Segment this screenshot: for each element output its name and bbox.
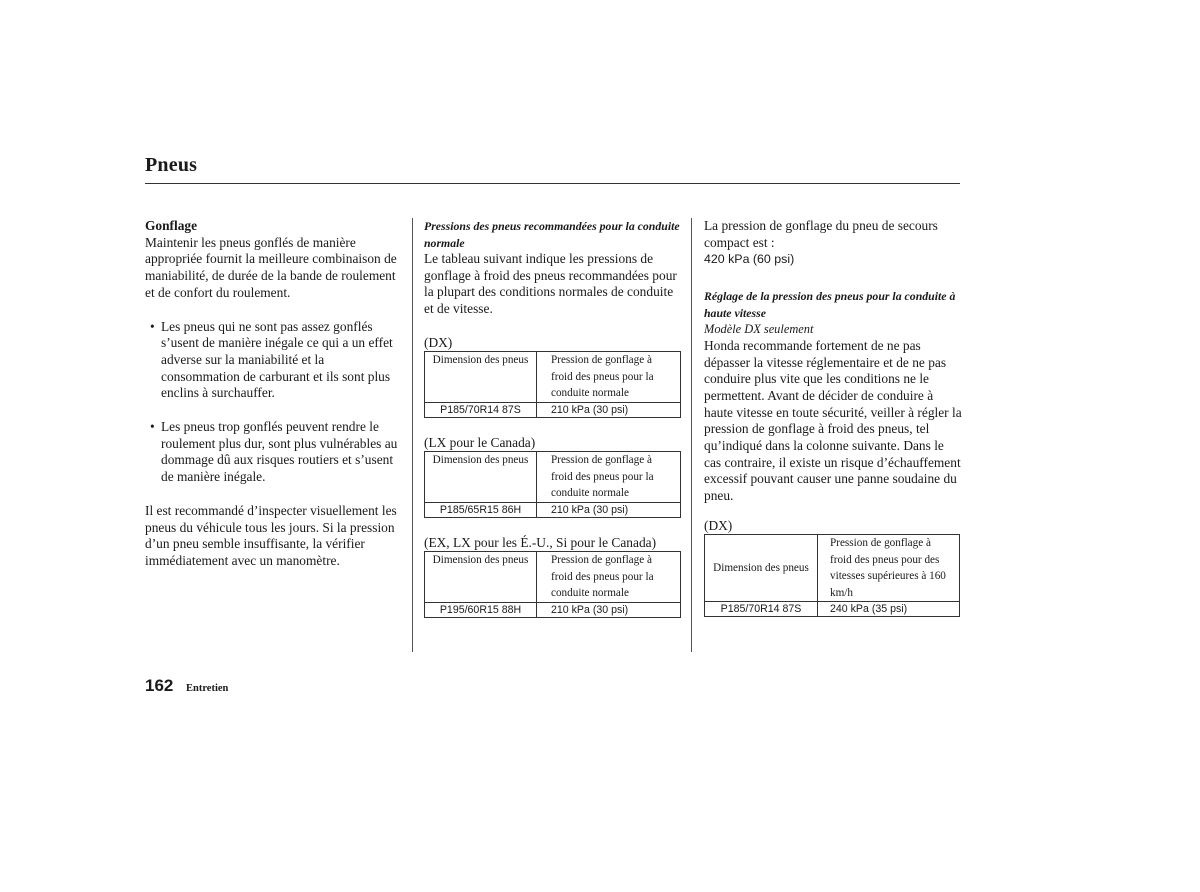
- normal-pressure-intro: Le tableau suivant indique les pressions de gonflage à froid des pneus recommandées pour la plupart des conditions normales de conduite et de vitesse.: [424, 251, 677, 317]
- header-pressure: Pression de gonflage à froid des pneus pour la conduite normale: [537, 352, 681, 403]
- bullet-underinflated-text: Les pneus qui ne sont pas assez gonflés s’usent de manière inégale ce qui a un effet adverse sur la maniabilité et la consommation de carburant et ils sont plus enclins à surchauffer.: [161, 318, 393, 401]
- spare-tire-text: La pression de gonflage du pneu de secours compact est :: [704, 218, 938, 250]
- table-caption: (DX): [424, 335, 453, 350]
- header-tire-size: Dimension des pneus: [425, 552, 537, 603]
- header-pressure: Pression de gonflage à froid des pneus pour des vitesses supérieures à 160 km/h: [818, 535, 960, 602]
- inflation-intro: Maintenir les pneus gonflés de manière appropriée fournit la meilleure combinaison de maniabilité, de durée de la bande de roulement et de confort du roulement.: [145, 234, 397, 300]
- table-dx: [424, 335, 681, 418]
- high-speed-heading: Réglage de la pression des pneus pour la conduite à haute vitesse: [704, 289, 956, 320]
- high-speed-body: Honda recommande fortement de ne pas dépasser la vitesse réglementaire et de ne pas conduire plus vite que les conditions ne le permettent. Avant de décider de conduire à haute vitesse en toute sécurité, veiller à régler la pression de gonflage à froid des pneus, tel qu’indiqué dans la colonne suivante. Dans le cas contraire, il existe un risque d’échauffement excessif pouvant causer une panne soudaine du pneu.: [704, 337, 962, 504]
- normal-pressure-heading: Pressions des pneus recommandées pour la conduite normale: [424, 219, 680, 250]
- header-pressure: Pression de gonflage à froid des pneus pour la conduite normale: [537, 452, 681, 503]
- column-divider: [412, 218, 413, 652]
- header-pressure: Pression de gonflage à froid des pneus pour la conduite normale: [537, 552, 681, 603]
- tire-size-value: P195/60R15 88H: [425, 602, 537, 617]
- bullet-dot-icon: •: [150, 419, 155, 435]
- column-divider: [691, 218, 692, 652]
- inflation-heading: Gonflage: [145, 218, 198, 233]
- pressure-value: 210 kPa (30 psi): [537, 602, 681, 617]
- table-caption: (EX, LX pour les É.-U., Si pour le Canada): [424, 535, 657, 550]
- bullet-dot-icon: •: [150, 318, 155, 334]
- section-name: Entretien: [186, 683, 229, 694]
- page-number: 162: [145, 676, 174, 695]
- pressure-value: 240 kPa (35 psi): [818, 602, 960, 617]
- pressure-value: 210 kPa (30 psi): [537, 402, 681, 417]
- table-caption: (LX pour le Canada): [424, 435, 536, 450]
- table-high-speed-dx: [704, 518, 960, 617]
- table-caption: (DX): [704, 518, 733, 533]
- inspection-paragraph: Il est recommandé d’inspecter visuellement les pneus du véhicule tous les jours. Si la pression d’un pneu semble insuffisante, la vérifier immédiatement avec un manomètre.: [145, 502, 397, 568]
- column-high-speed: [704, 218, 962, 505]
- header-tire-size: Dimension des pneus: [705, 535, 818, 602]
- tire-size-value: P185/65R15 86H: [425, 502, 537, 517]
- header-tire-size: Dimension des pneus: [425, 452, 537, 503]
- bullet-underinflated: [145, 319, 400, 403]
- page-title: Pneus: [145, 154, 198, 176]
- tire-size-value: P185/70R14 87S: [425, 402, 537, 417]
- bullet-overinflated: [145, 419, 400, 486]
- header-tire-size: Dimension des pneus: [425, 352, 537, 403]
- title-rule: [145, 183, 960, 184]
- table-ex-lx-si: [424, 535, 681, 618]
- spare-tire-pressure: 420 kPa (60 psi): [704, 252, 795, 267]
- high-speed-subheading: Modèle DX seulement: [704, 322, 814, 337]
- column-normal-pressure: [424, 218, 682, 318]
- table-lx-canada: [424, 435, 681, 518]
- column-inflation: [145, 218, 400, 570]
- bullet-overinflated-text: Les pneus trop gonflés peuvent rendre le roulement plus dur, sont plus vulnérables au dommage dû aux risques routiers et s’usent de manière inégale.: [161, 419, 398, 485]
- pressure-value: 210 kPa (30 psi): [537, 502, 681, 517]
- tire-size-value: P185/70R14 87S: [705, 602, 818, 617]
